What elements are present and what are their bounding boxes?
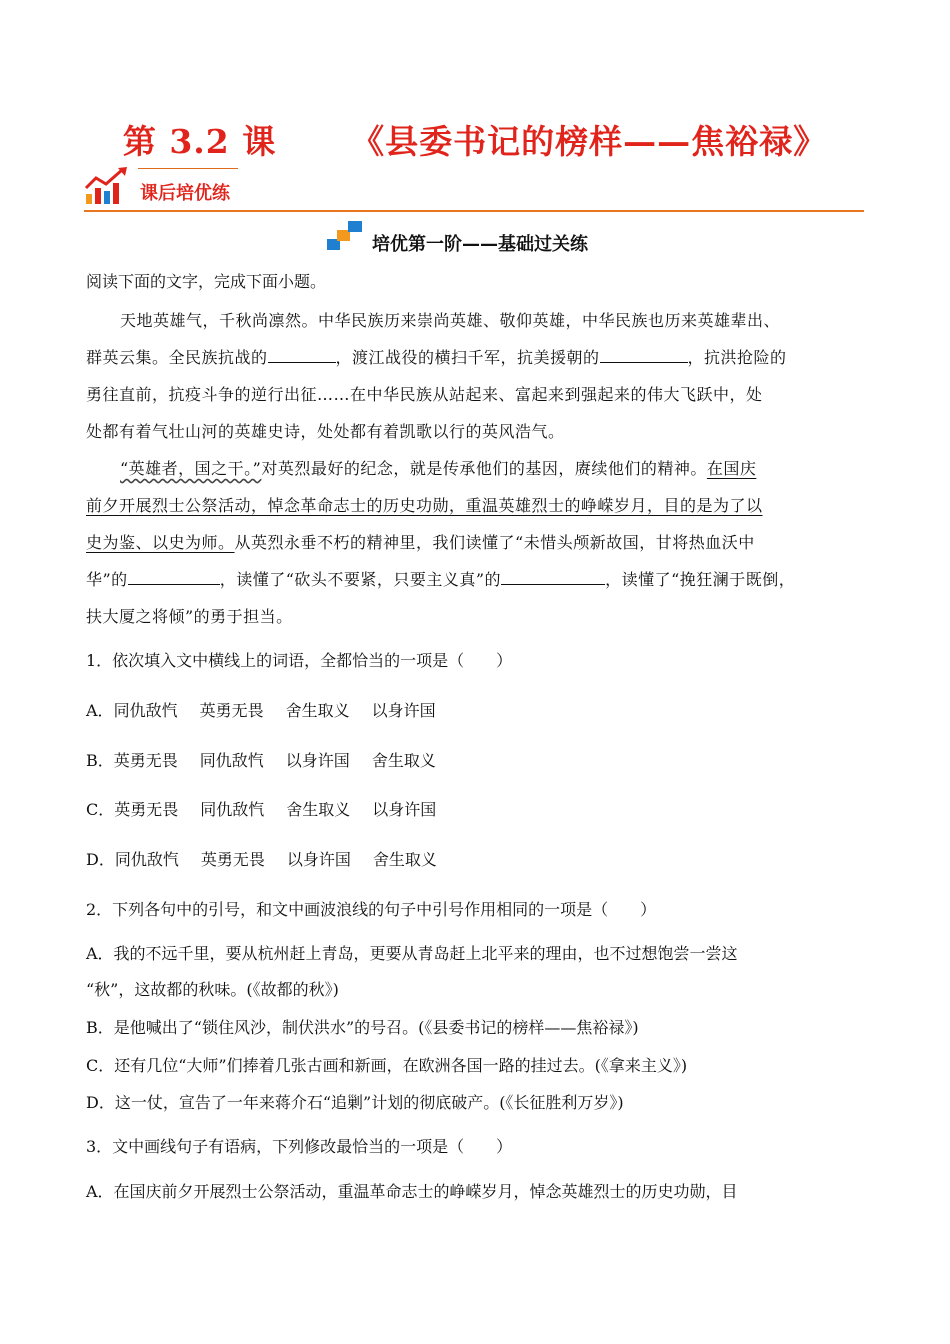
passage-line: 处都有着气壮山河的英雄史诗，处处都有着凯歌以行的英风浩气。 xyxy=(86,422,565,441)
underlined-sentence: 史为鉴、以史为师。 xyxy=(86,533,235,552)
fill-blank-1[interactable] xyxy=(268,348,336,363)
q3-option-a[interactable]: A．在国庆前夕开展烈士公祭活动，重温革命志士的峥嵘岁月，悼念英雄烈士的历史功勋，目 xyxy=(86,1182,738,1201)
banner-label: 课后培优练 xyxy=(140,183,230,204)
question-2-stem: 2．下列各句中的引号，和文中画波浪线的句子中引号作用相同的一项是（ ） xyxy=(86,900,657,919)
fill-blank-3[interactable] xyxy=(128,570,220,585)
stairs-icon xyxy=(327,221,363,251)
q1-option-d[interactable]: D．同仇敌忾 英勇无畏 以身许国 舍生取义 xyxy=(86,850,437,869)
passage-line: 勇往直前，抗疫斗争的逆行出征……在中华民族从站起来、富起来到强起来的伟大飞跃中，处 xyxy=(86,385,763,404)
passage-line xyxy=(86,496,763,516)
q2-option-c[interactable]: C．还有几位“大师”们捧着几张古画和新画，在欧洲各国一路的挂过去。(《拿来主义》) xyxy=(86,1056,688,1075)
q1-option-b[interactable]: B．英勇无畏 同仇敌忾 以身许国 舍生取义 xyxy=(86,751,436,770)
passage-line: 史为鉴、以史为师。从英烈永垂不朽的精神里，我们读懂了“未惜头颅新故国，甘将热血沃中 xyxy=(86,533,755,552)
title-underline xyxy=(138,168,238,169)
q1-option-c[interactable]: C．英勇无畏 同仇敌忾 舍生取义 以身许国 xyxy=(86,800,437,819)
q2-option-b[interactable]: B．是他喊出了“锁住风沙，制伏洪水”的号召。(《县委书记的榜样——焦裕禄》) xyxy=(86,1018,639,1037)
underlined-sentence: 前夕开展烈士公祭活动，悼念革命志士的历史功勋，重温英雄烈士的峥嵘岁月，目的是为了以 xyxy=(86,496,763,515)
instruction: 阅读下面的文字，完成下面小题。 xyxy=(86,272,327,291)
lesson-title xyxy=(0,116,950,163)
q2-option-d[interactable]: D．这一仗，宣告了一年来蒋介石“追剿”计划的彻底破产。(《长征胜利万岁》) xyxy=(86,1093,624,1112)
q2-option-a[interactable]: A．我的不远千里，要从杭州赶上青岛，更要从青岛赶上北平来的理由，也不过想饱尝一尝这 xyxy=(86,944,738,963)
fill-blank-2[interactable] xyxy=(600,348,688,363)
q2-option-a-cont[interactable]: “秋”，这故都的秋味。(《故都的秋》) xyxy=(86,980,339,999)
question-1-stem: 1．依次填入文中横线上的词语，全都恰当的一项是（ ） xyxy=(86,651,513,670)
q1-option-a[interactable]: A．同仇敌忾 英勇无畏 舍生取义 以身许国 xyxy=(86,701,436,720)
passage-line: 华”的 ，读懂了“砍头不要紧，只要主义真”的 ，读懂了“挽狂澜于既倒， xyxy=(86,570,796,589)
question-3-stem: 3．文中画线句子有语病，下列修改最恰当的一项是（ ） xyxy=(86,1137,513,1156)
wavy-quoted-sentence: “英雄者，国之干。” xyxy=(120,459,262,478)
rising-chart-icon xyxy=(84,166,130,206)
passage-line: 天地英雄气，千秋尚凛然。中华民族历来崇尚英雄、敬仰英雄，中华民族也历来英雄辈出、 xyxy=(120,311,781,330)
fill-blank-4[interactable] xyxy=(501,570,605,585)
lesson-name: 《县委书记的榜样——焦裕禄》 xyxy=(351,122,828,161)
header-rule xyxy=(84,210,864,212)
passage-line: 扶大厦之将倾”的勇于担当。 xyxy=(86,607,293,626)
underlined-sentence: 在国庆 xyxy=(706,459,757,478)
lesson-number: 第 3.2 课 xyxy=(122,122,277,161)
passage-line: 群英云集。全民族抗战的 ，渡江战役的横扫千军，抗美援朝的 ，抗洪抢险的 xyxy=(86,348,787,367)
passage-line: “英雄者，国之干。”对英烈最好的纪念，就是传承他们的基因，赓续他们的精神。在国庆 xyxy=(120,459,757,478)
section-title: 培优第一阶——基础过关练 xyxy=(372,234,588,255)
